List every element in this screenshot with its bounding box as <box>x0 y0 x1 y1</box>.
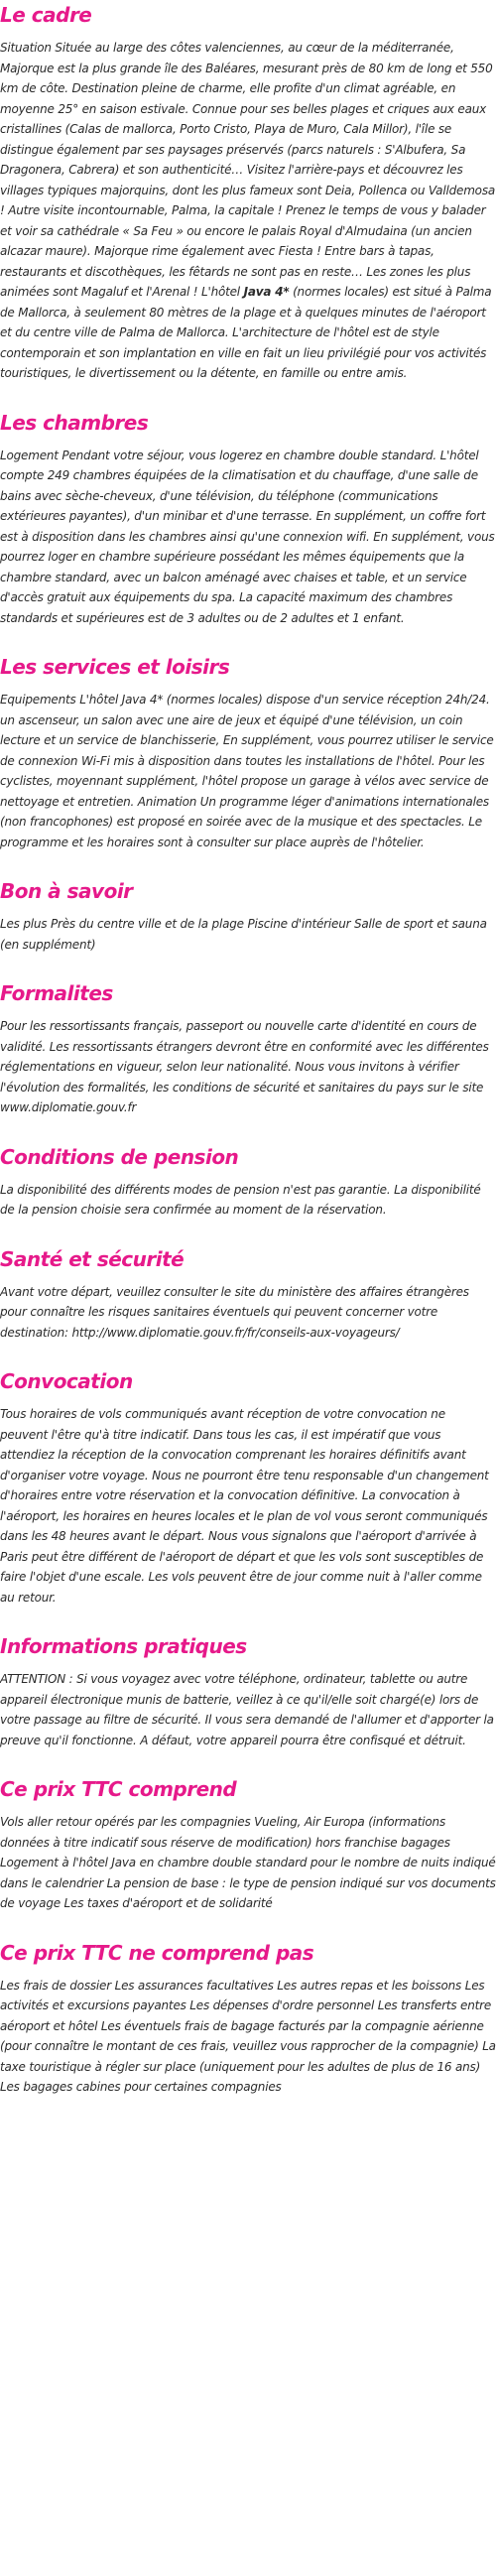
section-body: Equipements L'hôtel Java 4* (normes locales) dispose d'un service réception 24h/24. un ascenseur, un salon avec une aire de jeux et équipé d'une télévision, un coin lecture et un service de blanchisserie, En supplément, vous pourrez utiliser le service de connexion Wi-Fi mis à disposition dans toutes les installations de l'hôtel. Pour les cyclistes, moyennant supplément, l'hôtel propose un garage à vélos avec service de nettoyage et entretien. Animation Un programme léger d'animations internationales (non francophones) est proposé en soirée avec de la musique et des spectacles. Le programme et les horaires sont à consulter sur place auprès de l'hôtelier. <box>0 693 494 849</box>
section-conditions-pension <box>0 1144 496 1221</box>
section-body: Pour les ressortissants français, passeport ou nouvelle carte d'identité en cours de validité. Les ressortissants étrangers devront être en conformité avec les différentes réglementations en vigueur, selon leur nationalité. Nous vous invitons à vérifier l'évolution des formalités, les conditions de sécurité et sanitaires du pays sur le site www.diplomatie.gouv.fr <box>0 1019 489 1114</box>
section-body: Tous horaires de vols communiqués avant réception de votre convocation ne peuvent l'être qu'à titre indicatif. Dans tous les cas, il est impératif que vous attendiez la réception de la convocation comprenant les horaires définitifs avant d'organiser votre voyage. Nous ne pourront être tenu responsable d'un changement d'horaires entre votre réservation et la convocation définitive. La convocation à l'aéroport, les horaires en heures locales et le plan de vol vous seront communiqués dans les 48 heures avant le départ. Nous vous signalons que l'aéroport d'arrivée à Paris peut être différent de l'aéroport de départ et que les vols sont susceptibles de faire l'objet d'une escale. Les vols peuvent être de jour comme nuit à l'aller comme au retour. <box>0 1407 489 1605</box>
section-bon-a-savoir <box>0 878 496 955</box>
section-title: Les chambres <box>0 410 149 435</box>
section-prix-ne-comprend-pas <box>0 1940 496 2098</box>
section-title: Conditions de pension <box>0 1144 239 1169</box>
section-body: La disponibilité des différents modes de pension n'est pas garantie. La disponibilité de la pension choisie sera confirmée au moment de la réservation. <box>0 1182 481 1217</box>
section-title: Ce prix TTC comprend <box>0 1777 237 1801</box>
section-body: ATTENTION : Si vous voyagez avec votre téléphone, ordinateur, tablette ou autre appareil électronique munis de batterie, veillez à ce qu'il/elle soit chargé(e) lors de votre passage au filtre de sécurité. Il vous sera demandé de l'allumer et d'apporter la preuve qu'il fonctionne. A défaut, votre appareil pourra être confisqué et détruit. <box>0 1672 494 1747</box>
section-title: Formalites <box>0 981 113 1005</box>
section-title: Informations pratiques <box>0 1634 247 1658</box>
section-title: Le cadre <box>0 3 92 27</box>
section-title: Santé et sécurité <box>0 1246 185 1271</box>
section-services-loisirs <box>0 654 496 852</box>
section-cadre <box>0 2 496 384</box>
section-convocation <box>0 1368 496 1608</box>
section-body: Les plus Près du centre ville et de la plage Piscine d'intérieur Salle de sport et sauna (en supplément) <box>0 917 487 952</box>
section-body: Vols aller retour opérés par les compagnies Vueling, Air Europa (informations données à titre indicatif sous réserve de modification) hors franchise bagages Logement à l'hôtel Java en chambre double standard pour le nombre de nuits indiqué dans le calendrier La pension de base : le type de pension indiqué sur vos documents de voyage Les taxes d'aéroport et de solidarité <box>0 1815 496 1910</box>
section-body: Les frais de dossier Les assurances facultatives Les autres repas et les boissons Les activités et excursions payantes Les dépenses d'ordre personnel Les transferts entre aéroport et hôtel Les éventuels frais de bagage facturés par la compagnie aérienne (pour connaître le montant de ces frais, veuillez vous rapprocher de la compagnie) La taxe touristique à régler sur place (uniquement pour les adultes de plus de 16 ans) Les bagages cabines pour certaines compagnies <box>0 1978 496 2094</box>
section-title: Convocation <box>0 1369 133 1393</box>
section-prix-comprend <box>0 1776 496 1914</box>
section-text: Situation Située au large des côtes valenciennes, au cœur de la méditerranée, Majorque est la plus grande île des Baléares, mesurant près de 80 km de long et 550 km de côte. Destination pleine de charme, elle profite d'un climat agréable, en moyenne 25° en saison estivale. Connue pour ses belles plages et criques aux eaux cristallines (Calas de mallorca, Porto Cristo, Playa de Muro, Cala Millor), l'île se distingue également par ses paysages préservés (parcs naturels : S'Albufera, Sa Dragonera, Cabrera) et son authenticité… Visitez l'arrière-pays et découvrez les villages typiques majorquins, dont les plus fameux sont Deia, Pollenca ou Valldemosa ! Autre visite incontournable, Palma, la capitale ! Prenez le temps de vous y balader et voir sa cathédrale « Sa Feu » ou encore le palais Royal d'Almudaina (un ancien alcazar maure). Majorque rime également avec Fiesta ! Entre bars à tapas, restaurants et discothèques, les fêtards ne sont pas en reste… Les zones les plus animées sont Magaluf et l'Arenal ! L'hôtel <box>0 41 496 299</box>
section-title: Bon à savoir <box>0 879 133 903</box>
section-sante-securite <box>0 1246 496 1344</box>
section-chambres <box>0 410 496 629</box>
section-body: Logement Pendant votre séjour, vous logerez en chambre double standard. L'hôtel compte 249 chambres équipées de la climatisation et du chauffage, d'une salle de bains avec sèche-cheveux, d'une télévision, du téléphone (communications extérieures payantes), d'un minibar et d'une terrasse. En supplément, un coffre fort est à disposition dans les chambres ainsi qu'une connexion wifi. En supplément, vous pourrez loger en chambre supérieure possédant les mêmes équipements que la chambre standard, avec un balcon aménagé avec chaises et table, et un service d'accès gratuit aux équipements du spa. La capacité maximum des chambres standards et supérieures est de 3 adultes ou de 2 adultes et 1 enfant. <box>0 448 495 625</box>
section-title: Ce prix TTC ne comprend pas <box>0 1940 314 1965</box>
section-formalites <box>0 980 496 1118</box>
section-body: Avant votre départ, veuillez consulter le site du ministère des affaires étrangères pour connaître les risques sanitaires éventuels qui peuvent concerner votre destination: http://www.diplomatie.gouv.fr/fr/conseils-aux-voyageurs/ <box>0 1284 469 1340</box>
section-body <box>0 38 496 384</box>
section-text: (normes locales) est situé à Palma de Mallorca, à seulement 80 mètres de la plage et à quelques minutes de l'aéroport et du centre ville de Palma de Mallorca. L'architecture de l'hôtel est de style contemporain et son implantation en ville en fait un lieu privilégié pour vos activités touristiques, le divertissement ou la détente, en famille ou entre amis. <box>0 285 492 380</box>
hotel-name-bold: Java 4* <box>243 285 290 299</box>
section-title: Les services et loisirs <box>0 655 230 679</box>
section-informations-pratiques <box>0 1633 496 1750</box>
